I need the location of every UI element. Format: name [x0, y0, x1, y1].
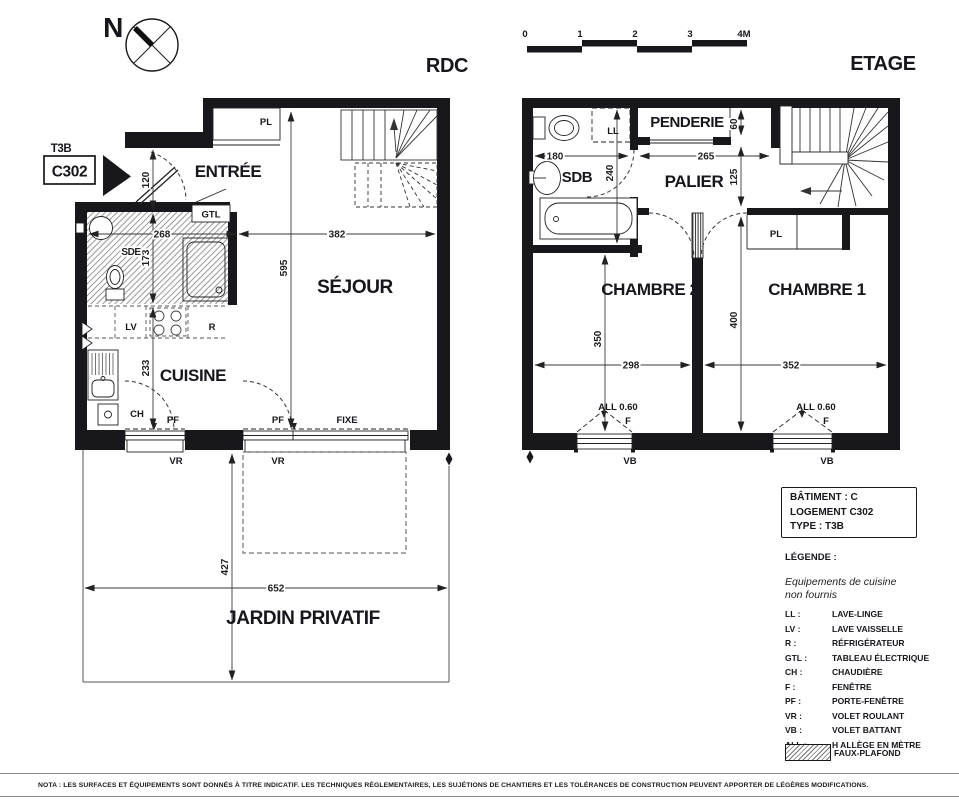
legend-item: GTL : TABLEAU ÉLECTRIQUE	[785, 652, 930, 663]
info-type: TYPE : T3B	[790, 521, 844, 532]
rdc-window-sejour	[243, 381, 408, 467]
plan-etage	[522, 98, 900, 467]
legend-item: H ALLÈGE EN MÈTRE	[832, 739, 921, 750]
floor-title-etage: ETAGE	[850, 53, 916, 75]
dim-400: 400	[729, 311, 740, 329]
legend-item: VB : VOLET BATTANT	[785, 725, 902, 736]
room-chambre1: CHAMBRE 1	[768, 280, 866, 299]
legend-hatch-row	[785, 744, 901, 761]
etage-window-chambre2	[574, 402, 638, 467]
dim-350: 350	[593, 330, 604, 348]
all-label-ch2: ALL 0.60	[598, 402, 638, 413]
hatch-label: FAUX-PLAFOND	[834, 747, 901, 758]
entrance-arrow-icon	[103, 155, 131, 196]
scale-1: 1	[577, 29, 583, 40]
f-label-ch1: F	[823, 416, 829, 427]
bathtub-icon	[540, 198, 637, 239]
jardin-boundary	[83, 450, 453, 682]
legend-item: LL : LAVE-LINGE	[785, 609, 883, 620]
dim-595: 595	[279, 259, 290, 277]
gtl-box	[192, 189, 230, 222]
room-jardin: JARDIN PRIVATIF	[226, 608, 380, 629]
room-palier: PALIER	[664, 172, 724, 191]
rdc-dimensions	[85, 112, 447, 680]
gtl-label: GTL	[201, 209, 221, 221]
staircase-rdc-icon	[341, 110, 437, 207]
room-penderie: PENDERIE	[650, 114, 724, 131]
dim-120: 120	[141, 171, 152, 189]
dim-298: 298	[622, 360, 640, 372]
rdc-closet-pl	[213, 108, 280, 145]
room-cuisine: CUISINE	[159, 366, 227, 385]
wc-toilet-icon	[533, 116, 579, 141]
survey-diamond-icon	[446, 453, 453, 466]
room-chambre2: CHAMBRE 2	[601, 280, 699, 299]
etage-pl-label: PL	[769, 229, 783, 240]
rdc-window-cuisine	[125, 381, 185, 467]
room-sde: SDE	[121, 247, 141, 258]
vr-sejour-label: VR	[271, 456, 285, 467]
pf-cuisine-label: PF	[166, 415, 180, 426]
unit-code-label: C302	[51, 163, 88, 181]
etage-closet-pl	[747, 215, 842, 249]
vr-cuisine-label: VR	[169, 456, 183, 467]
legend-equip-note	[785, 576, 897, 602]
north-label: N	[103, 12, 123, 43]
lv-label: LV	[125, 322, 137, 333]
scale-2: 2	[632, 29, 638, 40]
room-sejour: SÉJOUR	[317, 277, 393, 298]
scale-bar	[522, 29, 750, 53]
info-batiment: BÂTIMENT : C	[790, 492, 858, 503]
scale-0: 0	[522, 29, 528, 40]
dim-240: 240	[605, 164, 616, 182]
dim-382: 382	[328, 229, 346, 241]
sdb-sink-icon	[529, 162, 561, 195]
r-label: R	[208, 322, 216, 333]
room-entree: ENTRÉE	[194, 162, 262, 181]
fixe-label: FIXE	[336, 415, 358, 426]
dim-352: 352	[782, 360, 800, 372]
f-label-ch2: F	[625, 416, 631, 427]
kitchen-sink-icon	[88, 350, 118, 400]
dim-427: 427	[220, 558, 231, 576]
room-sdb: SDB	[561, 169, 593, 186]
unit-tag	[44, 143, 131, 196]
survey-diamond-icon-etage	[527, 451, 534, 464]
equip-note-line1: Equipements de cuisine	[785, 576, 897, 588]
dim-233: 233	[141, 359, 152, 377]
stove-icon	[154, 311, 181, 335]
legend-item: VR : VOLET ROULANT	[785, 710, 905, 721]
all-label-ch1: ALL 0.60	[796, 402, 836, 413]
floor-title-rdc: RDC	[425, 55, 469, 77]
dim-180: 180	[546, 151, 564, 163]
legend-item: LV : LAVE VAISSELLE	[785, 623, 904, 634]
legend-item: F : FENÊTRE	[785, 681, 872, 692]
plan-rdc	[75, 98, 453, 682]
dim-265: 265	[697, 151, 715, 163]
dim-125: 125	[729, 168, 740, 186]
unit-type-label: T3B	[50, 143, 72, 155]
legend-item: PF : PORTE-FENÊTRE	[785, 696, 904, 707]
boiler-icon	[98, 404, 118, 425]
legend-item: CH : CHAUDIÈRE	[785, 667, 883, 678]
rdc-pl-label: PL	[259, 117, 273, 128]
scale-3: 3	[687, 29, 693, 40]
ll-label: LL	[607, 126, 619, 137]
nota-text: NOTA : LES SURFACES ET ÉQUIPEMENTS SONT DONNÉS À TITRE INDICATIF. LES TECHNIQUES RÉGLEMENTAIRES, LES SUJÉTIONS DE CHANTIERS ET LES TOLÉRANCES DE CONSTRUCTION PEUVENT APPORTER DE LÉGÈRES MODIFICATIONS.	[38, 781, 869, 789]
compass-icon	[103, 12, 178, 71]
vb-label-ch1: VB	[820, 456, 834, 467]
etage-window-chambre1	[770, 402, 836, 467]
legend-item: R : RÉFRIGÉRATEUR	[785, 638, 905, 649]
ch-label: CH	[130, 409, 144, 420]
scale-4m: 4M	[737, 29, 751, 40]
hatch-swatch-icon	[785, 744, 831, 761]
nota-strip	[0, 773, 959, 797]
chambre-doors	[649, 213, 747, 258]
legend-list	[785, 607, 955, 752]
unit-info-box	[781, 487, 917, 538]
dim-652: 652	[267, 583, 285, 595]
legend-title: LÉGENDE :	[785, 552, 837, 563]
staircase-etage-icon	[780, 106, 888, 207]
dim-268: 268	[153, 229, 171, 241]
vb-label-ch2: VB	[623, 456, 637, 467]
dim-173: 173	[141, 249, 152, 267]
equip-note-line2: non fournis	[785, 589, 837, 601]
pf-sejour-label: PF	[271, 415, 285, 426]
dim-60: 60	[729, 118, 740, 130]
info-logement: LOGEMENT C302	[790, 506, 874, 518]
